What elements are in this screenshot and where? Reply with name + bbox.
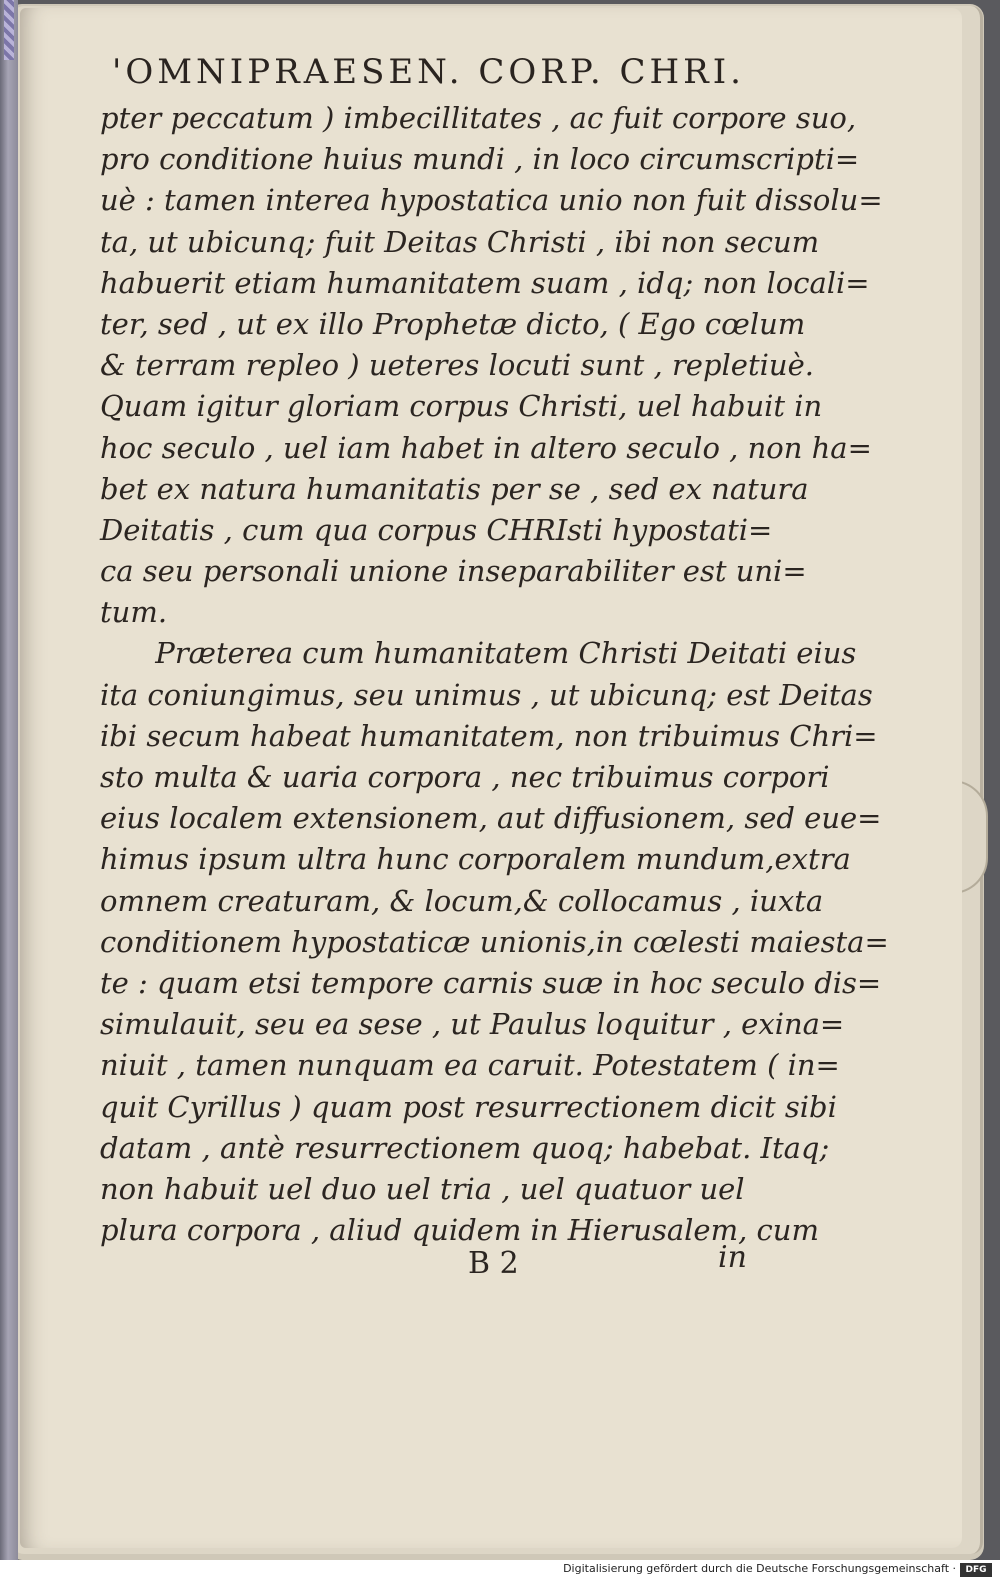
- text-line: eius localem extensionem, aut diffusionem, sed eue=: [100, 801, 882, 836]
- text-line: Quam igitur gloriam corpus Christi, uel habuit in: [100, 389, 823, 424]
- text-line: conditionem hypostaticæ unionis,in cœlesti maiesta=: [100, 924, 889, 959]
- dfg-logo: DFG: [960, 1563, 992, 1577]
- text-line: datam , antè resurrectionem quoq; habebat. Itaq;: [100, 1130, 830, 1165]
- text-line: sto multa & uaria corpora , nec tribuimus corpori: [100, 760, 830, 794]
- text-line: pro conditione huius mundi , in loco circumscripti=: [100, 142, 860, 177]
- book-binding: [0, 0, 18, 1560]
- text-line: & terram repleo ) ueteres locuti sunt , repletiuè.: [100, 348, 814, 383]
- text-line: ita coniungimus, seu unimus , ut ubicunq; est Deitas: [100, 677, 873, 712]
- catchword: in: [718, 1240, 747, 1275]
- text-line: himus ipsum ultra hunc corporalem mundum,extra: [100, 842, 851, 877]
- text-line: ibi secum habeat humanitatem, non tribuimus Chri=: [100, 718, 878, 753]
- text-line: plura corpora , aliud quidem in Hierusalem, cum: [100, 1213, 819, 1248]
- text-line: pter peccatum ) imbecillitates , ac fuit corpore suo,: [100, 101, 857, 135]
- text-line: ca seu personali unione inseparabiliter est uni=: [100, 554, 807, 589]
- text-line: ta, ut ubicunq; fuit Deitas Christi , ibi non secum: [100, 224, 820, 259]
- text-line: niuit , tamen nunquam ea caruit. Potestatem ( in=: [100, 1048, 840, 1083]
- text-line: habuerit etiam humanitatem suam , idq; non locali=: [100, 265, 870, 300]
- text-line: bet ex natura humanitatis per se , sed ex natura: [100, 471, 809, 506]
- text-line: simulauit, seu ea sese , ut Paulus loquitur , exina=: [100, 1007, 845, 1042]
- text-line: quit Cyrillus ) quam post resurrectionem dicit sibi: [100, 1089, 837, 1124]
- text-line: Deitatis , cum qua corpus CHRIsti hypostati=: [100, 512, 773, 547]
- text-line: non habuit uel duo uel tria , uel quatuor uel: [100, 1171, 745, 1206]
- running-head: 'OMNIPRAESEN. CORP. CHRI.: [112, 52, 745, 92]
- text-line: tum.: [100, 595, 168, 630]
- footer-credit-text: Digitalisierung gefördert durch die Deutsche Forschungsgemeinschaft ·: [563, 1562, 956, 1575]
- text-line: omnem creaturam, & locum,& collocamus , iuxta: [100, 883, 824, 918]
- signature-mark: B 2: [468, 1246, 519, 1281]
- text-line: Præterea cum humanitatem Christi Deitati eius: [100, 636, 857, 671]
- text-line: te : quam etsi tempore carnis suæ in hoc seculo dis=: [100, 965, 882, 1000]
- text-line: uè : tamen interea hypostatica unio non fuit dissolu=: [100, 183, 883, 218]
- footer-bar: [0, 1560, 1000, 1580]
- text-line: ter, sed , ut ex illo Prophetæ dicto, ( Ego cœlum: [100, 306, 806, 341]
- body-text: [100, 98, 889, 1251]
- text-line: hoc seculo , uel iam habet in altero seculo , non ha=: [100, 430, 872, 465]
- binding-thread: [4, 0, 14, 60]
